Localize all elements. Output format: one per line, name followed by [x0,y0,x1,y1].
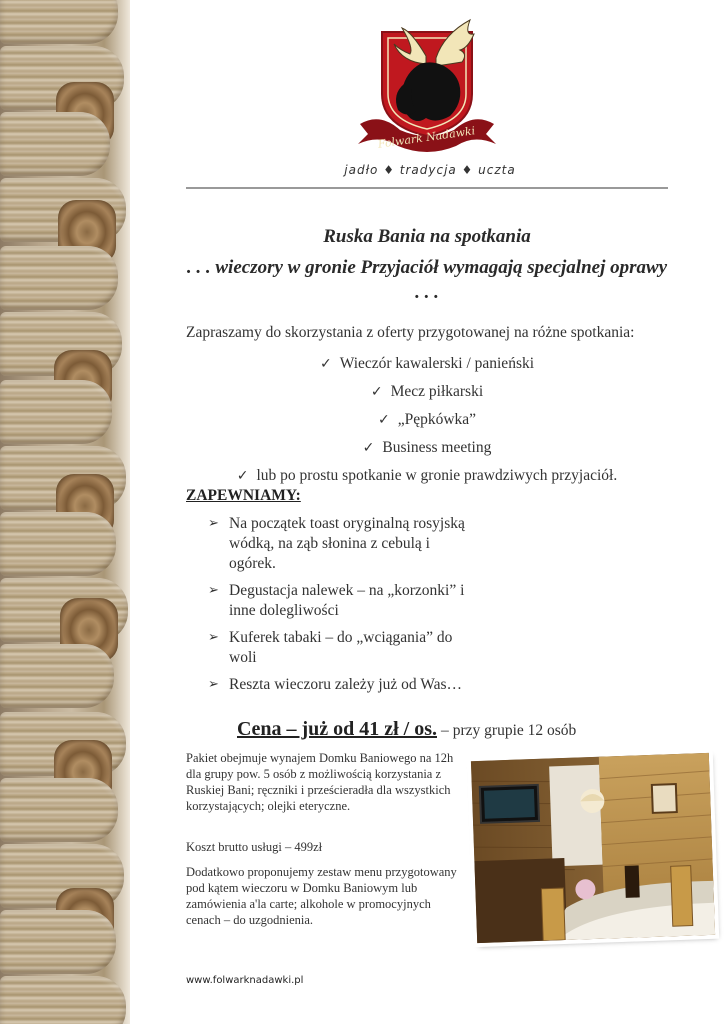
list-item: ✓ lub po prostu spotkanie w gronie prawdziwych przyjaciół. [236,467,618,484]
check-icon: ✓ [319,356,332,372]
list-item: ✓ Mecz piłkarski [370,383,484,400]
package-description: Pakiet obejmuje wynajem Domku Baniowego na 12h dla grupy pow. 5 osób z możliwością korzystania z Ruskiej Bani; ręczniki i prześcieradła dla wszystkich korzystających; olejki eteryczne. [186,751,454,813]
list-item: ➢ Reszta wieczoru zależy już od Was… [208,676,463,693]
list-item: ✓ Wieczór kawalerski / panieński [319,355,535,372]
interior-photo-image [471,753,715,943]
log [0,112,110,176]
check-icon: ✓ [236,468,249,484]
log [0,380,112,444]
check-icon: ✓ [362,440,375,456]
arrow-icon: ➢ [208,583,219,598]
guarantee-heading: ZAPEWNIAMY: [186,487,301,504]
arrow-icon: ➢ [208,630,219,645]
intro-text: Zapraszamy do skorzystania z oferty przygotowanej na różne spotkania: [186,324,635,341]
arrow-icon: ➢ [208,677,219,692]
package-extra: Dodatkowo proponujemy zestaw menu przygotowany pod kątem wieczoru w Domku Baniowym lub zamówienia a'la carte; alkohole w promocyjnych cenach – do uzgodnienia. [186,865,457,927]
price-dash: – [441,722,449,739]
tagline: jadło ♦ tradycja ♦ uczta [344,163,516,177]
check-icon: ✓ [370,384,383,400]
page-subtitle: . . . wieczory w gronie Przyjaciół wymagają specjalnej oprawy . . . [186,257,668,303]
log [0,644,114,708]
list-item: ✓ „Pępkówka” [377,411,477,428]
list-item: ✓ Business meeting [362,439,492,456]
list-item: ➢ Degustacja nalewek – na „korzonki” i inne dolegliwości [208,582,465,619]
log [0,976,126,1024]
website-url: www.folwarknadawki.pl [186,975,304,986]
list-item: ➢ Na początek toast oryginalną rosyjską wódką, na ząb słonina z cebulą i ogórek. [208,515,465,572]
wooden-log-border [0,0,130,1024]
guarantee-list [208,514,468,702]
occasion-list [186,350,668,490]
log [0,512,116,576]
page-title: Ruska Bania na spotkania [323,226,531,247]
price-line [237,718,576,741]
log [0,910,116,974]
moose-shield-icon [340,14,510,164]
package-cost: Koszt brutto usługi – 499zł [186,840,323,854]
logo-ribbon-text: Folwark Nadawki [377,124,476,151]
arrow-icon: ➢ [208,516,219,531]
interior-photo [471,753,715,943]
check-icon: ✓ [377,412,390,428]
log [0,778,118,842]
price-main: Cena – już od 41 zł / os. [237,718,437,740]
divider [186,187,668,189]
logo [340,14,510,164]
log [0,246,118,310]
log [0,0,118,44]
price-note: przy grupie 12 osób [452,722,577,739]
list-item: ➢ Kuferek tabaki – do „wciągania” do woli [208,629,453,666]
